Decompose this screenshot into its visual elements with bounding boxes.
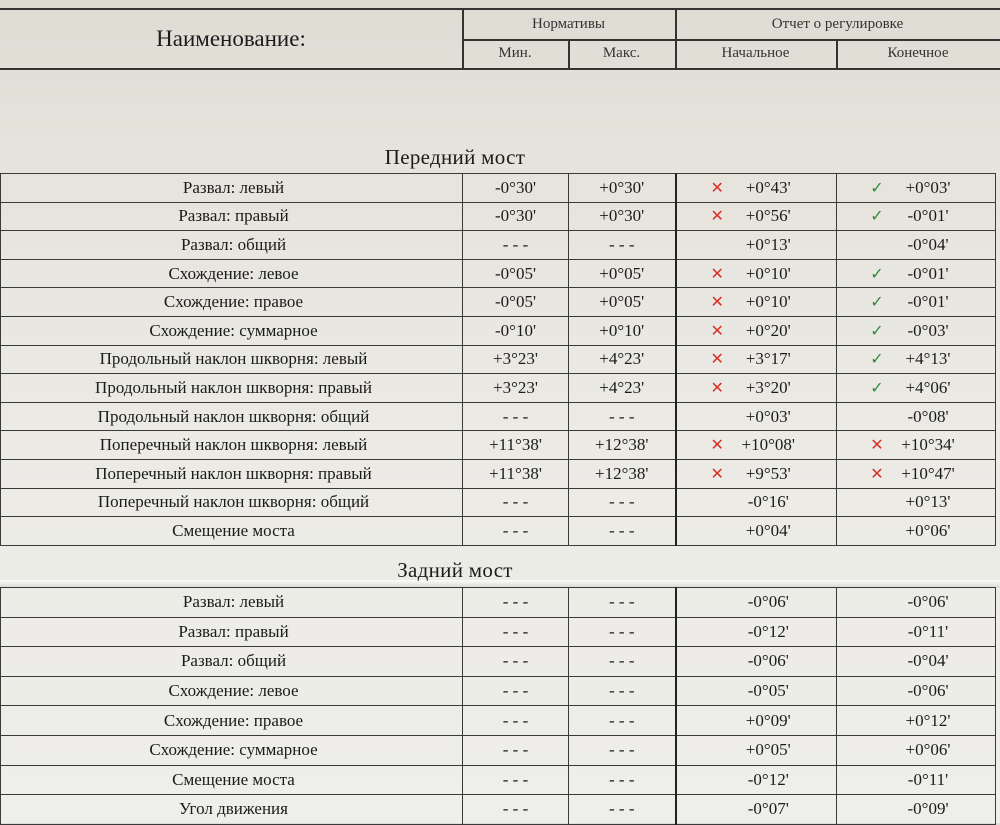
table-row — [1, 231, 996, 260]
norm-max-value: - - - — [569, 488, 676, 517]
final-value-cell — [837, 676, 996, 706]
norm-min-value: - - - — [463, 402, 569, 431]
initial-value: +0°04' — [745, 520, 791, 540]
final-value: -0°03' — [907, 320, 949, 340]
norm-min-value: +11°38' — [463, 459, 569, 488]
parameter-name: Угол движения — [1, 795, 463, 825]
fail-cross-icon: ✕ — [710, 177, 724, 197]
initial-value-cell — [676, 231, 837, 260]
parameter-name: Продольный наклон шкворня: правый — [1, 374, 463, 403]
initial-value-cell — [676, 459, 837, 488]
fail-cross-icon: ✕ — [710, 377, 724, 397]
front-axle-title: Передний мост — [384, 145, 526, 169]
report-header: Отчет о регулировке — [771, 16, 904, 32]
parameter-name: Поперечный наклон шкворня: общий — [1, 488, 463, 517]
parameter-name: Развал: левый — [1, 174, 463, 203]
initial-value-cell — [676, 647, 837, 677]
initial-value-cell — [676, 676, 837, 706]
norm-min-value: - - - — [463, 735, 569, 765]
final-value-cell — [837, 765, 996, 795]
final-value: -0°01' — [907, 206, 949, 226]
norm-min-value: - - - — [463, 588, 569, 618]
final-value: +10°34' — [901, 435, 955, 455]
table-row — [1, 617, 996, 647]
final-value: +4°13' — [905, 349, 951, 369]
initial-value-cell — [676, 735, 837, 765]
ok-check-icon: ✓ — [870, 177, 884, 197]
initial-value-cell — [676, 316, 837, 345]
norm-max-value: - - - — [569, 402, 676, 431]
initial-value: -0°07' — [747, 799, 789, 819]
initial-value: +0°20' — [745, 320, 791, 340]
norm-min-value: -0°30' — [463, 174, 569, 203]
name-column-header: Наименование: — [156, 26, 306, 51]
initial-value: -0°12' — [747, 769, 789, 789]
final-value-cell — [837, 647, 996, 677]
initial-value: +0°13' — [745, 234, 791, 254]
table-row — [1, 647, 996, 677]
initial-value: -0°05' — [747, 681, 789, 701]
norm-max-value: - - - — [569, 647, 676, 677]
initial-value-cell — [676, 202, 837, 231]
fail-cross-icon: ✕ — [710, 463, 724, 483]
norm-min-value: - - - — [463, 795, 569, 825]
ok-check-icon: ✓ — [870, 263, 884, 283]
table-row — [1, 676, 996, 706]
fail-cross-icon: ✕ — [710, 292, 724, 312]
parameter-name: Смещение моста — [1, 765, 463, 795]
table-row — [1, 202, 996, 231]
initial-header: Начальное — [721, 45, 790, 61]
final-value-cell — [837, 174, 996, 203]
final-value: +0°06' — [905, 740, 951, 760]
norm-max-value: +0°10' — [569, 316, 676, 345]
final-value-cell — [837, 517, 996, 546]
final-value: +10°47' — [901, 463, 955, 483]
norm-min-value: - - - — [463, 231, 569, 260]
initial-value: +0°09' — [745, 710, 791, 730]
final-value-cell — [837, 374, 996, 403]
final-value: -0°06' — [907, 681, 949, 701]
table-row — [1, 795, 996, 825]
front-axle-table — [0, 173, 996, 546]
final-value-cell — [837, 735, 996, 765]
final-value-cell — [837, 345, 996, 374]
norm-max-value: - - - — [569, 795, 676, 825]
final-value: -0°09' — [907, 799, 949, 819]
ok-check-icon: ✓ — [870, 349, 884, 369]
norm-max-value: - - - — [569, 706, 676, 736]
table-row — [1, 174, 996, 203]
rear-axle-title: Задний мост — [397, 558, 513, 582]
norm-min-value: -0°30' — [463, 202, 569, 231]
norm-max-value: - - - — [569, 617, 676, 647]
final-value: +0°12' — [905, 710, 951, 730]
norm-max-value: - - - — [569, 588, 676, 618]
parameter-name: Развал: общий — [1, 647, 463, 677]
final-value: -0°11' — [907, 769, 949, 789]
table-row — [1, 431, 996, 460]
norm-max-value: - - - — [569, 231, 676, 260]
parameter-name: Развал: правый — [1, 202, 463, 231]
initial-value-cell — [676, 706, 837, 736]
initial-value: +0°10' — [745, 292, 791, 312]
final-value-cell — [837, 795, 996, 825]
norm-max-value: +4°23' — [569, 374, 676, 403]
table-header — [0, 8, 1000, 70]
norm-max-value: +0°05' — [569, 288, 676, 317]
final-header: Конечное — [887, 45, 949, 61]
initial-value-cell — [676, 374, 837, 403]
fail-cross-icon: ✕ — [870, 435, 884, 455]
final-value-cell — [837, 288, 996, 317]
table-row — [1, 706, 996, 736]
table-row — [1, 765, 996, 795]
norm-min-value: +3°23' — [463, 374, 569, 403]
final-value: -0°04' — [907, 234, 949, 254]
final-value-cell — [837, 459, 996, 488]
initial-value-cell — [676, 402, 837, 431]
initial-value: +10°08' — [741, 435, 795, 455]
table-row — [1, 316, 996, 345]
ok-check-icon: ✓ — [870, 206, 884, 226]
norm-min-value: -0°05' — [463, 288, 569, 317]
norm-max-value: - - - — [569, 735, 676, 765]
parameter-name: Смещение моста — [1, 517, 463, 546]
parameter-name: Продольный наклон шкворня: общий — [1, 402, 463, 431]
initial-value: +0°43' — [745, 177, 791, 197]
table-row — [1, 402, 996, 431]
parameter-name: Поперечный наклон шкворня: левый — [1, 431, 463, 460]
final-value: +0°03' — [905, 177, 951, 197]
table-row — [1, 488, 996, 517]
final-value: -0°01' — [907, 292, 949, 312]
norm-min-value: -0°10' — [463, 316, 569, 345]
norm-max-value: +0°30' — [569, 174, 676, 203]
norm-min-value: - - - — [463, 617, 569, 647]
final-value-cell — [837, 231, 996, 260]
fail-cross-icon: ✕ — [710, 435, 724, 455]
fail-cross-icon: ✕ — [710, 206, 724, 226]
table-row — [1, 517, 996, 546]
final-value-cell — [837, 431, 996, 460]
initial-value-cell — [676, 345, 837, 374]
final-value-cell — [837, 488, 996, 517]
initial-value-cell — [676, 795, 837, 825]
initial-value: -0°06' — [747, 592, 789, 612]
initial-value-cell — [676, 288, 837, 317]
parameter-name: Схождение: суммарное — [1, 735, 463, 765]
table-row — [1, 259, 996, 288]
final-value-cell — [837, 617, 996, 647]
initial-value: +0°03' — [745, 406, 791, 426]
parameter-name: Развал: общий — [1, 231, 463, 260]
initial-value-cell — [676, 259, 837, 288]
fail-cross-icon: ✕ — [710, 349, 724, 369]
initial-value-cell — [676, 174, 837, 203]
fail-cross-icon: ✕ — [710, 320, 724, 340]
final-value: -0°01' — [907, 263, 949, 283]
norm-min-value: - - - — [463, 765, 569, 795]
final-value: -0°11' — [907, 621, 949, 641]
table-row — [1, 345, 996, 374]
norm-min-value: - - - — [463, 488, 569, 517]
norm-max-value: +0°30' — [569, 202, 676, 231]
final-value: -0°06' — [907, 592, 949, 612]
final-value-cell — [837, 706, 996, 736]
rear-axle-table — [0, 587, 996, 825]
initial-value: +9°53' — [745, 463, 791, 483]
min-header: Мин. — [498, 45, 532, 61]
table-row — [1, 288, 996, 317]
max-header: Макс. — [602, 45, 641, 61]
ok-check-icon: ✓ — [870, 292, 884, 312]
initial-value-cell — [676, 617, 837, 647]
parameter-name: Развал: левый — [1, 588, 463, 618]
final-value-cell — [837, 588, 996, 618]
initial-value-cell — [676, 588, 837, 618]
parameter-name: Схождение: левое — [1, 676, 463, 706]
ok-check-icon: ✓ — [870, 377, 884, 397]
norm-max-value: - - - — [569, 676, 676, 706]
parameter-name: Схождение: левое — [1, 259, 463, 288]
initial-value: -0°06' — [747, 651, 789, 671]
parameter-name: Схождение: суммарное — [1, 316, 463, 345]
initial-value-cell — [676, 765, 837, 795]
norm-min-value: -0°05' — [463, 259, 569, 288]
initial-value: +3°17' — [745, 349, 791, 369]
final-value: -0°08' — [907, 406, 949, 426]
ok-check-icon: ✓ — [870, 320, 884, 340]
norm-max-value: +0°05' — [569, 259, 676, 288]
parameter-name: Схождение: правое — [1, 706, 463, 736]
initial-value: +0°56' — [745, 206, 791, 226]
parameter-name: Продольный наклон шкворня: левый — [1, 345, 463, 374]
initial-value-cell — [676, 431, 837, 460]
initial-value: +3°20' — [745, 377, 791, 397]
norm-min-value: +11°38' — [463, 431, 569, 460]
table-row — [1, 374, 996, 403]
final-value-cell — [837, 259, 996, 288]
final-value-cell — [837, 316, 996, 345]
parameter-name: Развал: правый — [1, 617, 463, 647]
initial-value: +0°10' — [745, 263, 791, 283]
table-row — [1, 588, 996, 618]
fail-cross-icon: ✕ — [710, 263, 724, 283]
fail-cross-icon: ✕ — [870, 463, 884, 483]
final-value: -0°04' — [907, 651, 949, 671]
final-value: +4°06' — [905, 377, 951, 397]
table-row — [1, 735, 996, 765]
initial-value: -0°16' — [747, 492, 789, 512]
norm-min-value: - - - — [463, 706, 569, 736]
initial-value-cell — [676, 488, 837, 517]
norm-min-value: - - - — [463, 517, 569, 546]
norm-max-value: +12°38' — [569, 431, 676, 460]
norm-max-value: +4°23' — [569, 345, 676, 374]
norm-min-value: - - - — [463, 647, 569, 677]
table-row — [1, 459, 996, 488]
final-value: +0°13' — [905, 492, 951, 512]
norm-max-value: - - - — [569, 517, 676, 546]
parameter-name: Поперечный наклон шкворня: правый — [1, 459, 463, 488]
norm-max-value: - - - — [569, 765, 676, 795]
final-value-cell — [837, 402, 996, 431]
initial-value: -0°12' — [747, 621, 789, 641]
initial-value-cell — [676, 517, 837, 546]
parameter-name: Схождение: правое — [1, 288, 463, 317]
final-value: +0°06' — [905, 520, 951, 540]
norm-min-value: - - - — [463, 676, 569, 706]
norm-max-value: +12°38' — [569, 459, 676, 488]
norm-min-value: +3°23' — [463, 345, 569, 374]
initial-value: +0°05' — [745, 740, 791, 760]
final-value-cell — [837, 202, 996, 231]
norms-header: Нормативы — [531, 16, 605, 32]
